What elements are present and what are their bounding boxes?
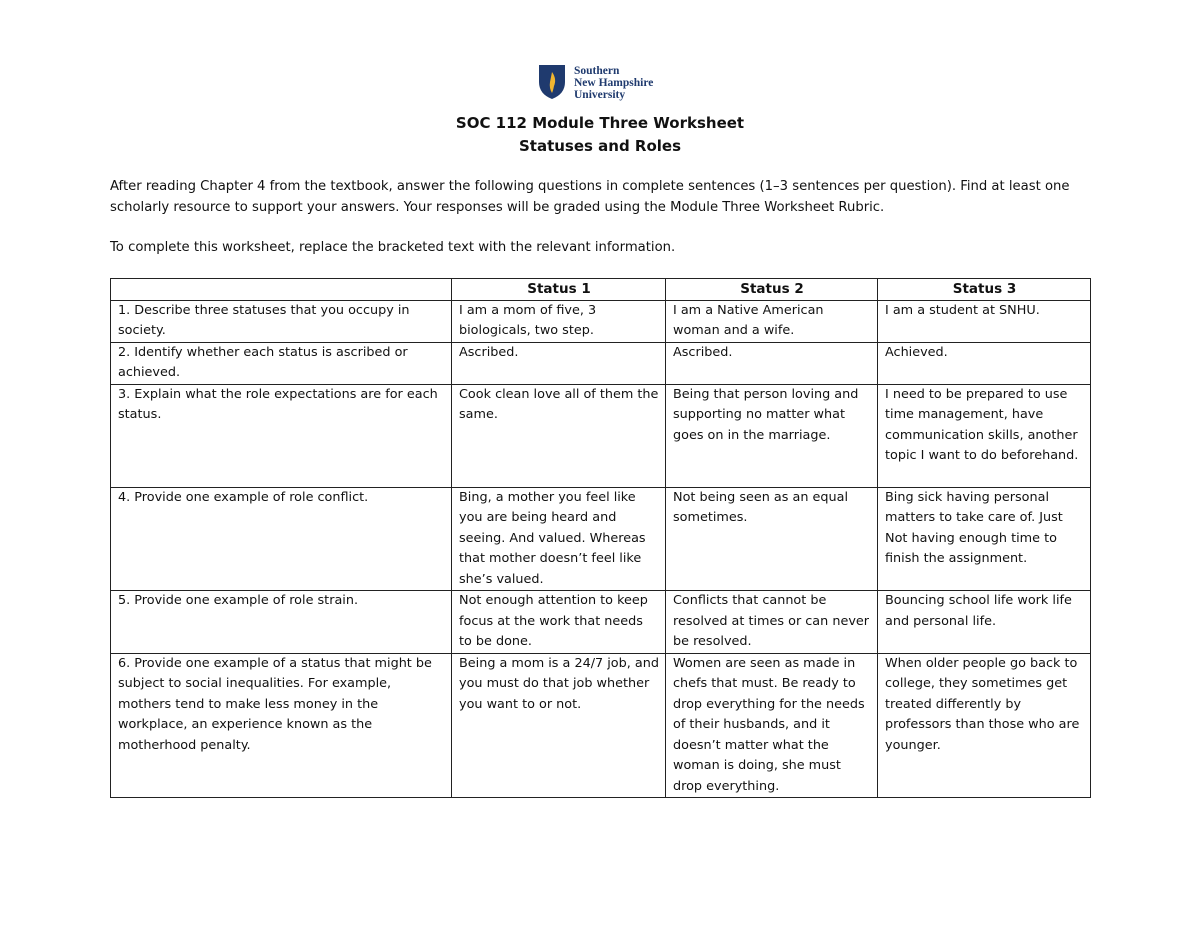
header-status-2: Status 2 xyxy=(666,279,878,301)
logo-line-2: New Hampshire xyxy=(574,77,654,89)
question-cell: 2. Identify whether each status is ascribed or achieved. xyxy=(111,342,452,384)
instruction-paragraph: To complete this worksheet, replace the bracketed text with the relevant information. xyxy=(110,240,676,255)
answer-cell[interactable]: I am a student at SNHU. xyxy=(878,300,1091,342)
answer-cell[interactable]: Being a mom is a 24/7 job, and you must do that job whether you want to or not. xyxy=(452,653,666,798)
table-row xyxy=(111,384,1091,487)
question-cell: 5. Provide one example of role strain. xyxy=(111,591,452,654)
answer-cell[interactable]: I am a mom of five, 3 biologicals, two step. xyxy=(452,300,666,342)
answer-cell[interactable]: When older people go back to college, they sometimes get treated differently by professors than those who are younger. xyxy=(878,653,1091,798)
answer-cell[interactable]: Ascribed. xyxy=(452,342,666,384)
table-row xyxy=(111,300,1091,342)
question-cell: 6. Provide one example of a status that might be subject to social inequalities. For example, mothers tend to make less money in the workplace, an experience known as the motherhood penalty. xyxy=(111,653,452,798)
answer-cell[interactable]: Being that person loving and supporting no matter what goes on in the marriage. xyxy=(666,384,878,487)
answer-cell[interactable]: Not enough attention to keep focus at the work that needs to be done. xyxy=(452,591,666,654)
header-cell-blank xyxy=(111,279,452,301)
answer-cell[interactable]: Not being seen as an equal sometimes. xyxy=(666,487,878,591)
answer-cell[interactable]: Bing, a mother you feel like you are being heard and seeing. And valued. Whereas that mother doesn’t feel like she’s valued. xyxy=(452,487,666,591)
intro-paragraph: After reading Chapter 4 from the textbook, answer the following questions in complete sentences (1–3 sentences per question). Find at least one scholarly resource to support your answers. Your responses will be graded using the Module Three Worksheet Rubric. xyxy=(110,179,1070,215)
worksheet-table xyxy=(110,278,1091,798)
answer-cell[interactable]: Achieved. xyxy=(878,342,1091,384)
university-logo xyxy=(538,64,678,104)
answer-cell[interactable]: Bouncing school life work life and personal life. xyxy=(878,591,1091,654)
answer-cell[interactable]: I need to be prepared to use time management, have communication skills, another topic I want to do beforehand. xyxy=(878,384,1091,487)
table-row xyxy=(111,487,1091,591)
shield-icon xyxy=(538,64,566,100)
question-cell: 3. Explain what the role expectations are for each status. xyxy=(111,384,452,487)
question-cell: 1. Describe three statuses that you occupy in society. xyxy=(111,300,452,342)
title-line-2: Statuses and Roles xyxy=(518,137,682,155)
header-status-1: Status 1 xyxy=(452,279,666,301)
question-cell: 4. Provide one example of role conflict. xyxy=(111,487,452,591)
answer-cell[interactable]: Bing sick having personal matters to take care of. Just Not having enough time to finish the assignment. xyxy=(878,487,1091,591)
title-line-1: SOC 112 Module Three Worksheet xyxy=(455,114,745,132)
answer-cell[interactable]: Conflicts that cannot be resolved at times or can never be resolved. xyxy=(666,591,878,654)
logo-line-1: Southern xyxy=(574,65,620,77)
logo-wordmark xyxy=(574,65,653,101)
logo-line-3: University xyxy=(574,89,626,101)
table-row xyxy=(111,342,1091,384)
answer-cell[interactable]: Ascribed. xyxy=(666,342,878,384)
header-status-3: Status 3 xyxy=(878,279,1091,301)
document-title xyxy=(0,112,1200,158)
answer-cell[interactable]: Women are seen as made in chefs that must. Be ready to drop everything for the needs of their husbands, and it doesn’t matter what the woman is doing, she must drop everything. xyxy=(666,653,878,798)
table-row xyxy=(111,653,1091,798)
answer-cell[interactable]: I am a Native American woman and a wife. xyxy=(666,300,878,342)
answer-cell[interactable]: Cook clean love all of them the same. xyxy=(452,384,666,487)
table-row xyxy=(111,591,1091,654)
header-row xyxy=(111,279,1091,301)
